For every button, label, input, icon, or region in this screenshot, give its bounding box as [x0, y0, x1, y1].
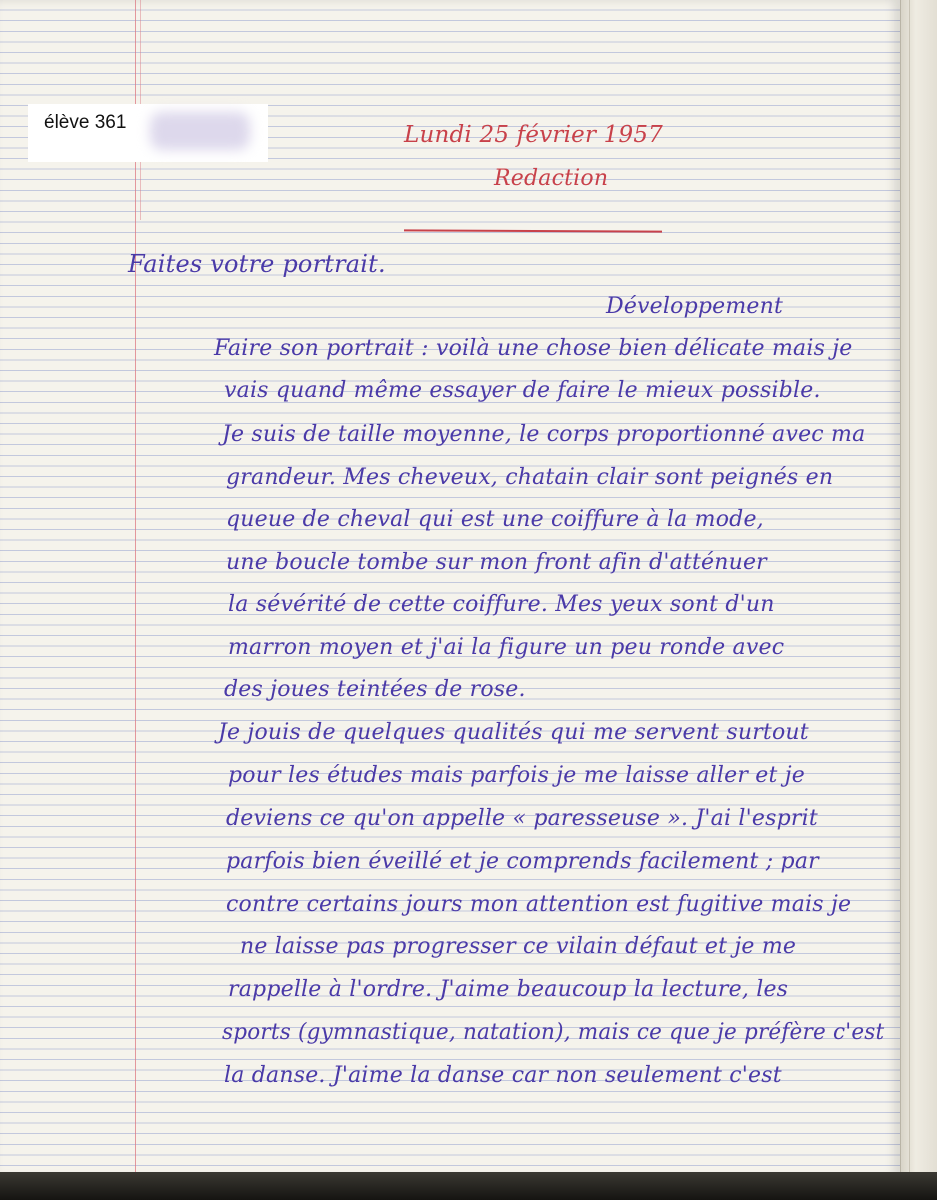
text-line: Faire son portrait : voilà une chose bien délicate mais je [214, 336, 853, 361]
text-line: sports (gymnastique, natation), mais ce que je préfère c'est [222, 1020, 885, 1045]
text-line: rappelle à l'ordre. J'aime beaucoup la lecture, les [228, 977, 789, 1002]
text-line: queue de cheval qui est une coiffure à la mode, [226, 507, 764, 532]
date-heading: Lundi 25 février 1957 [404, 122, 663, 148]
text-line: pour les études mais parfois je me laisse aller et je [228, 763, 805, 788]
scan-bottom-shadow [0, 1172, 937, 1200]
text-line: la sévérité de cette coiffure. Mes yeux sont d'un [228, 592, 775, 617]
text-line: Je suis de taille moyenne, le corps proportionné avec ma [222, 422, 866, 447]
section-heading: Développement [606, 294, 784, 319]
assignment-prompt: Faites votre portrait. [128, 250, 386, 278]
text-line: grandeur. Mes cheveux, chatain clair sont peignés en [226, 465, 834, 490]
margin-line [135, 0, 136, 1178]
text-line: deviens ce qu'on appelle « paresseuse ». J'ai l'esprit [226, 806, 818, 831]
student-label: élève 361 [44, 112, 127, 133]
composition-title: Redaction [494, 166, 609, 191]
text-line: parfois bien éveillé et je comprends facilement ; par [226, 849, 819, 874]
text-line: vais quand même essayer de faire le mieux possible. [224, 378, 821, 403]
page-edge [900, 0, 937, 1178]
text-line: Je jouis de quelques qualités qui me servent surtout [218, 720, 809, 745]
text-line: la danse. J'aime la danse car non seulement c'est [224, 1063, 782, 1088]
text-line: ne laisse pas progresser ce vilain défaut et je me [240, 934, 797, 959]
title-underline [404, 229, 662, 232]
text-line: contre certains jours mon attention est fugitive mais je [226, 892, 852, 917]
text-line: une boucle tombe sur mon front afin d'atténuer [226, 550, 767, 575]
redacted-name [150, 112, 250, 150]
text-line: des joues teintées de rose. [224, 677, 526, 702]
text-line: marron moyen et j'ai la figure un peu ronde avec [228, 635, 785, 660]
